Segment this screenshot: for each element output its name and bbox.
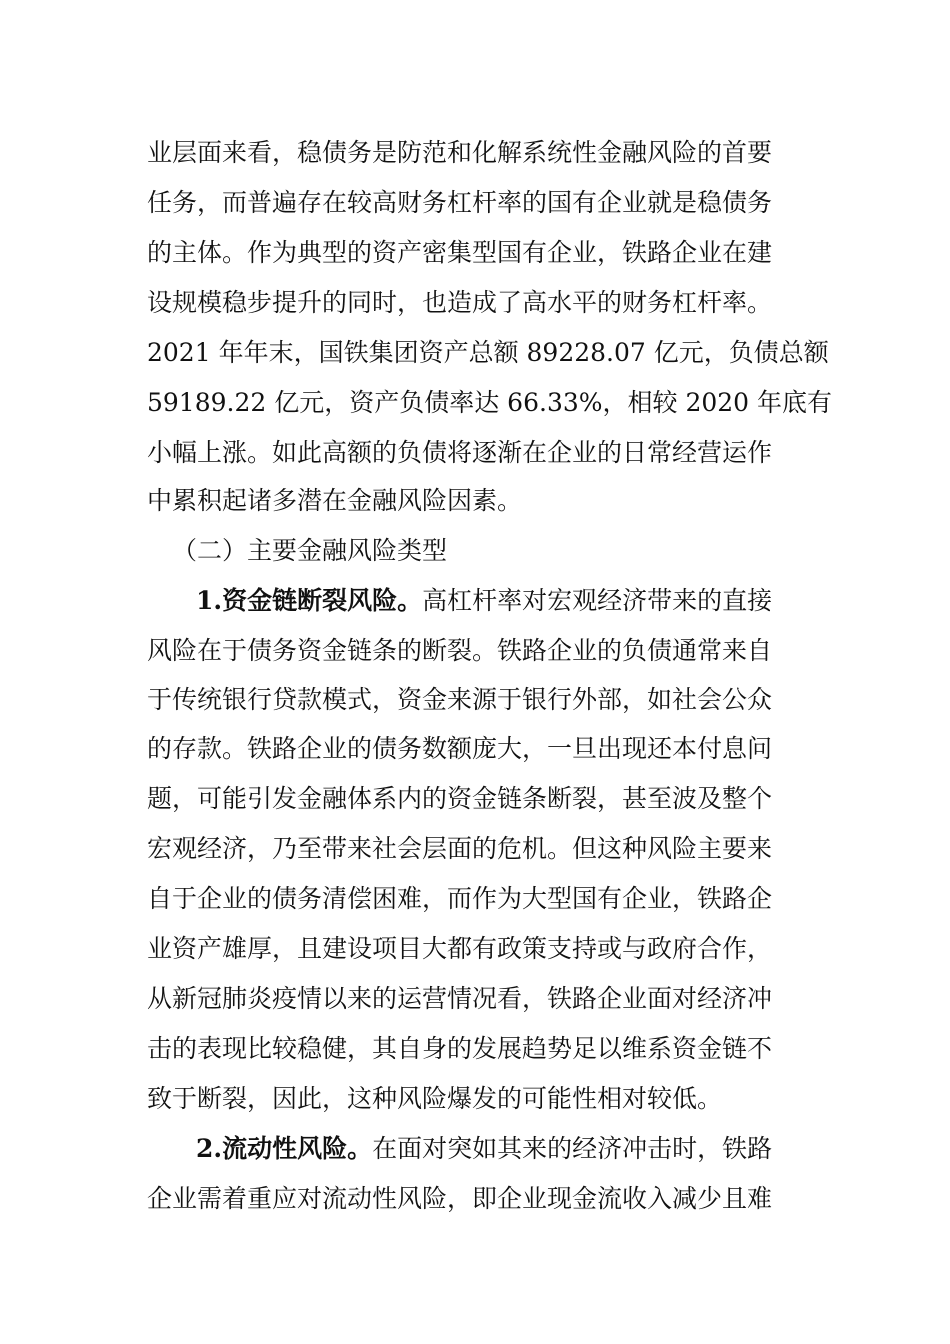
paragraph-line: 于传统银行贷款模式，资金来源于银行外部，如社会公众 — [147, 685, 773, 714]
risk-1-lead-text: 高杠杆率对宏观经济带来的直接 — [422, 586, 773, 615]
paragraph-line: 击的表现比较稳健，其自身的发展趋势足以维系资金链不 — [147, 1034, 773, 1063]
paragraph-line: 59189.22 亿元，资产负债率达 66.33%，相较 2020 年底有 — [147, 388, 833, 417]
risk-2-first-line — [196, 1129, 772, 1169]
paragraph-line: 业层面来看，稳债务是防范和化解系统性金融风险的首要 — [147, 138, 773, 167]
paragraph-line: 任务，而普遍存在较高财务杠杆率的国有企业就是稳债务 — [147, 188, 773, 217]
paragraph-line: 的主体。作为典型的资产密集型国有企业，铁路企业在建 — [147, 238, 773, 267]
paragraph-line: 设规模稳步提升的同时，也造成了高水平的财务杠杆率。 — [147, 288, 773, 317]
paragraph-line: 2021 年年末，国铁集团资产总额 89228.07 亿元，负债总额 — [147, 338, 829, 367]
risk-2-lead-text: 在面对突如其来的经济冲击时，铁路 — [372, 1134, 773, 1163]
paragraph-line: 中累积起诸多潜在金融风险因素。 — [147, 486, 523, 515]
risk-1-title: 1.资金链断裂风险。 — [196, 586, 423, 615]
paragraph-line: 题，可能引发金融体系内的资金链条断裂，甚至波及整个 — [147, 784, 773, 813]
paragraph-line: 业资产雄厚，且建设项目大都有政策支持或与政府合作， — [147, 934, 773, 963]
paragraph-line: 企业需着重应对流动性风险，即企业现金流收入减少且难 — [147, 1184, 773, 1213]
paragraph-line: 自于企业的债务清偿困难，而作为大型国有企业，铁路企 — [147, 884, 773, 913]
paragraph-line: 小幅上涨。如此高额的负债将逐渐在企业的日常经营运作 — [147, 438, 773, 467]
paragraph-line: 致于断裂，因此，这种风险爆发的可能性相对较低。 — [147, 1084, 723, 1113]
section-heading: （二）主要金融风险类型 — [172, 536, 448, 565]
risk-2-title: 2.流动性风险。 — [196, 1134, 373, 1163]
risk-1-first-line — [196, 581, 772, 621]
paragraph-line: 的存款。铁路企业的债务数额庞大，一旦出现还本付息问 — [147, 734, 773, 763]
paragraph-line: 从新冠肺炎疫情以来的运营情况看，铁路企业面对经济冲 — [147, 984, 773, 1013]
paragraph-line: 风险在于债务资金链条的断裂。铁路企业的负债通常来自 — [147, 636, 773, 665]
paragraph-line: 宏观经济，乃至带来社会层面的危机。但这种风险主要来 — [147, 834, 773, 863]
